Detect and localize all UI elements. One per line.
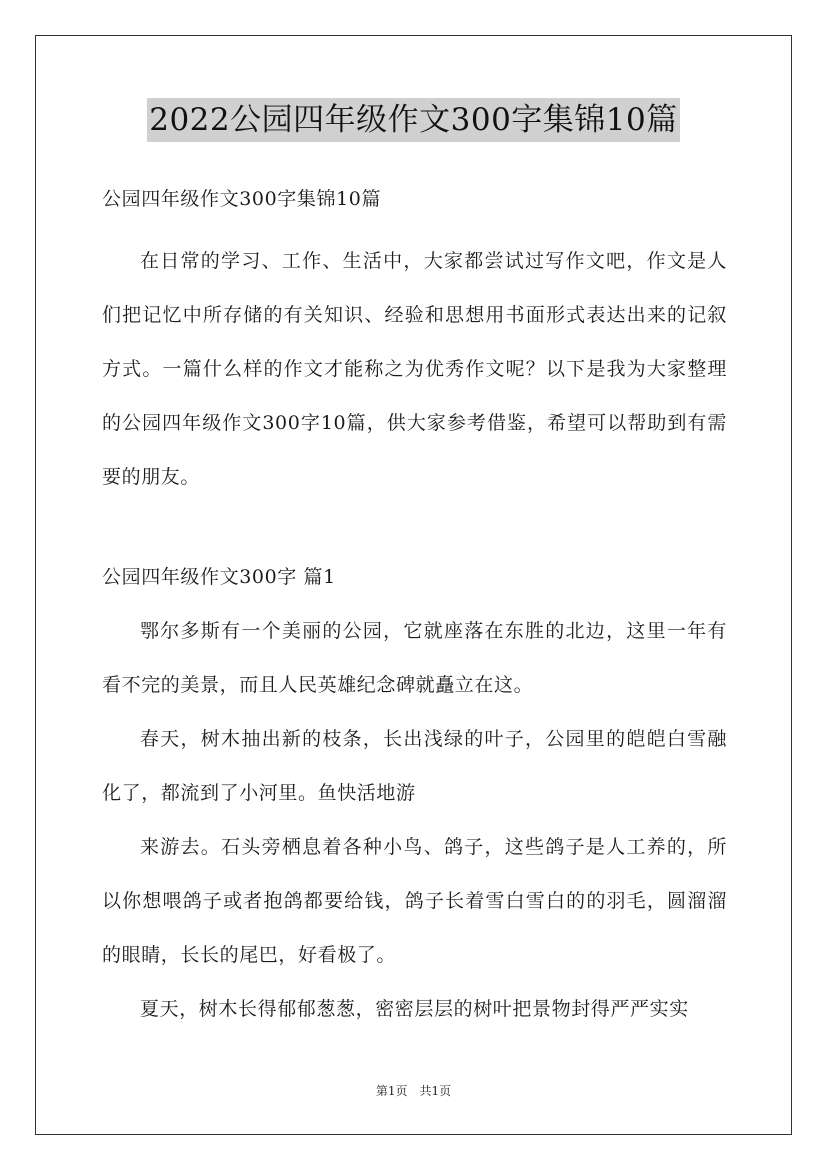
document-subtitle: 公园四年级作文300字集锦10篇 <box>102 188 382 210</box>
body-paragraph: 鄂尔多斯有一个美丽的公园，它就座落在东胜的北边，这里一年有看不完的美景，而且人民英雄纪念碑就矗立在这。 <box>102 620 727 696</box>
document-title: 2022公园四年级作文300字集锦10篇 <box>147 98 680 142</box>
page-footer <box>0 1082 827 1099</box>
title-wrap <box>0 98 827 142</box>
body-paragraph: 夏天，树木长得郁郁葱葱，密密层层的树叶把景物封得严严实实 <box>140 998 689 1020</box>
document-body <box>102 172 727 1036</box>
intro-paragraph: 在日常的学习、工作、生活中，大家都尝试过写作文吧，作文是人们把记忆中所存储的有关知识、经验和思想用书面形式表达出来的记叙方式。一篇什么样的作文才能称之为优秀作文呢？以下是我为大家整理的公园四年级作文300字10篇，供大家参考借鉴，希望可以帮助到有需要的朋友。 <box>102 250 727 488</box>
body-paragraph: 春天，树木抽出新的枝条，长出浅绿的叶子，公园里的皑皑白雪融化了，都流到了小河里。鱼快活地游 <box>102 728 727 804</box>
page-number: 第1页 共1页 <box>375 1084 452 1098</box>
body-paragraph: 来游去。石头旁栖息着各种小鸟、鸽子，这些鸽子是人工养的，所以你想喂鸽子或者抱鸽都要给钱，鸽子长着雪白雪白的的羽毛，圆溜溜的眼睛，长长的尾巴，好看极了。 <box>102 836 727 966</box>
section-heading: 公园四年级作文300字 篇1 <box>102 566 336 588</box>
